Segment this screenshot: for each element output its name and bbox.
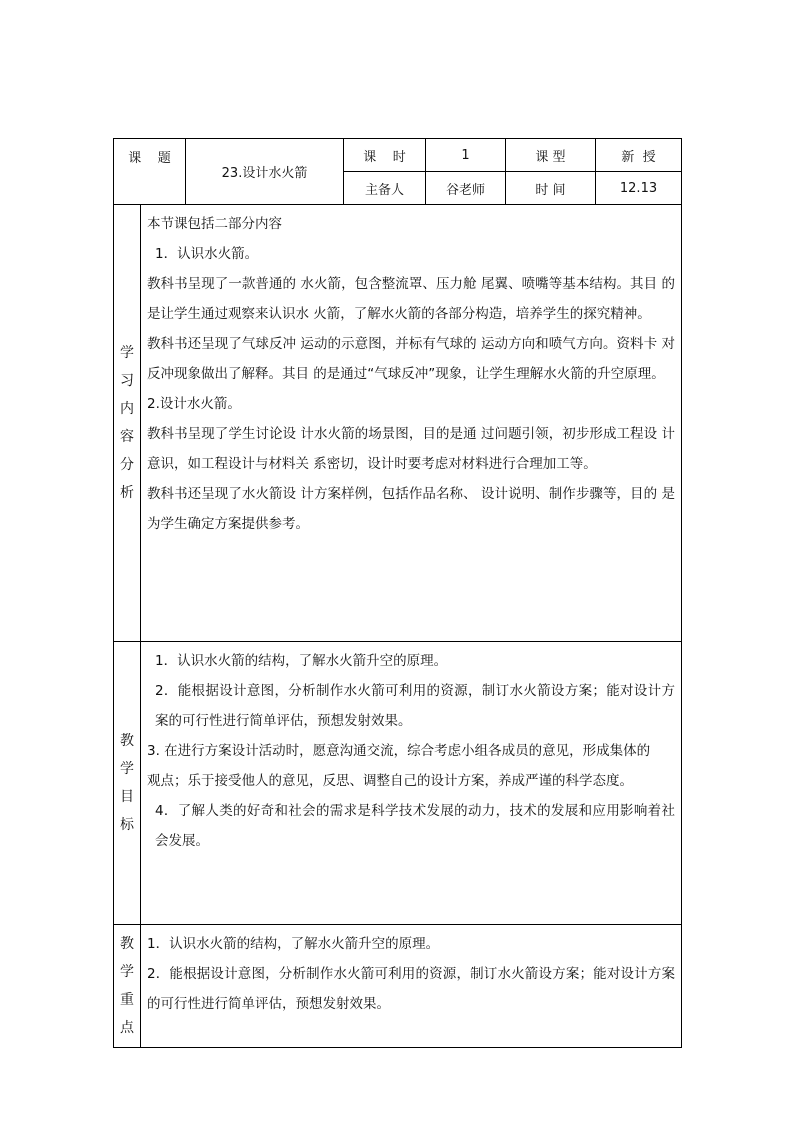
paragraph: 3. 在进行方案设计活动时，愿意沟通交流，综合考虑小组各成员的意见，形成集体的 [147,743,651,759]
lesson-title: 23.设计水火箭 [186,139,344,205]
analysis-side-label [114,205,141,642]
shi-jian-value: 12.13 [596,172,682,205]
side-char: 分 [120,457,134,473]
ke-xing-value: 新 授 [596,139,682,172]
shi-jian-label: 时 间 [506,172,596,205]
side-char: 重 [120,992,134,1008]
side-char: 教 [120,733,134,749]
header-row-1 [114,139,682,172]
lesson-plan-sheet [113,138,681,1048]
paragraph: 2.设计水火箭。 [147,396,241,412]
key-points-row [114,925,682,1048]
side-char: 点 [120,1020,134,1036]
paragraph: 2．能根据设计意图，分析制作水火箭可利用的资源，制订水火箭设方案；能对设计方案的可行性进行简单评估，预想发射效果。 [147,966,675,1012]
paragraph: 教科书还呈现了气球反冲 运动的示意图，并标有气球的 运动方向和喷气方向。资料卡 对反冲现象做出了解释。其目 的是通过“气球反冲”现象，让学生理解水火箭的升空原理。 [147,336,675,382]
side-char: 标 [120,817,134,833]
side-char: 学 [120,964,134,980]
lesson-plan-table [113,138,682,1048]
paragraph: 1．认识水火箭。 [155,246,259,262]
paragraph: 2．能根据设计意图，分析制作水火箭可利用的资源，制订水火箭设方案；能对设计方案的可行性进行简单评估，预想发射效果。 [155,683,675,729]
side-char: 目 [120,789,134,805]
analysis-row [114,205,682,642]
paragraph: 教科书呈现了学生讨论设 计水火箭的场景图，目的是通 过问题引领，初步形成工程设 计意识，如工程设计与材料关 系密切，设计时要考虑对材料进行合理加工等。 [147,426,675,472]
side-char: 学 [120,761,134,777]
paragraph: 教科书还呈现了水火箭设 计方案样例，包括作品名称、 设计说明、制作步骤等，目的 是为学生确定方案提供参考。 [147,486,675,532]
side-char: 析 [120,485,134,501]
paragraph: 1．认识水火箭的结构，了解水火箭升空的原理。 [147,936,440,952]
paragraph: 观点；乐于接受他人的意见，反思、调整自己的设计方案，养成严谨的科学态度。 [147,773,633,789]
zhu-bei-value: 谷老师 [426,172,506,205]
analysis-content [141,205,682,642]
goals-row [114,642,682,925]
side-char: 内 [120,401,134,417]
side-char: 教 [120,936,134,952]
goals-content [141,642,682,925]
paragraph: 教科书呈现了一款普通的 水火箭，包含整流罩、压力舱 尾翼、喷嘴等基本结构。其目 的是让学生通过观察来认识水 火箭，了解水火箭的各部分构造，培养学生的探究精神。 [147,276,675,322]
ke-xing-label: 课 型 [506,139,596,172]
key-points-side-label [114,925,141,1048]
paragraph: 1．认识水火箭的结构，了解水火箭升空的原理。 [155,653,448,669]
paragraph: 4．了解人类的好奇和社会的需求是科学技术发展的动力，技术的发展和应用影响着社会发展。 [155,803,675,849]
key-points-content [141,925,682,1048]
goals-side-label [114,642,141,925]
ke-shi-label: 课 时 [344,139,426,172]
side-char: 习 [120,373,134,389]
paragraph: 本节课包括二部分内容 [147,216,282,232]
zhu-bei-label: 主备人 [344,172,426,205]
side-char: 容 [120,429,134,445]
ke-ti-label: 课 题 [114,139,186,205]
ke-shi-value: 1 [426,139,506,172]
side-char: 学 [120,345,134,361]
